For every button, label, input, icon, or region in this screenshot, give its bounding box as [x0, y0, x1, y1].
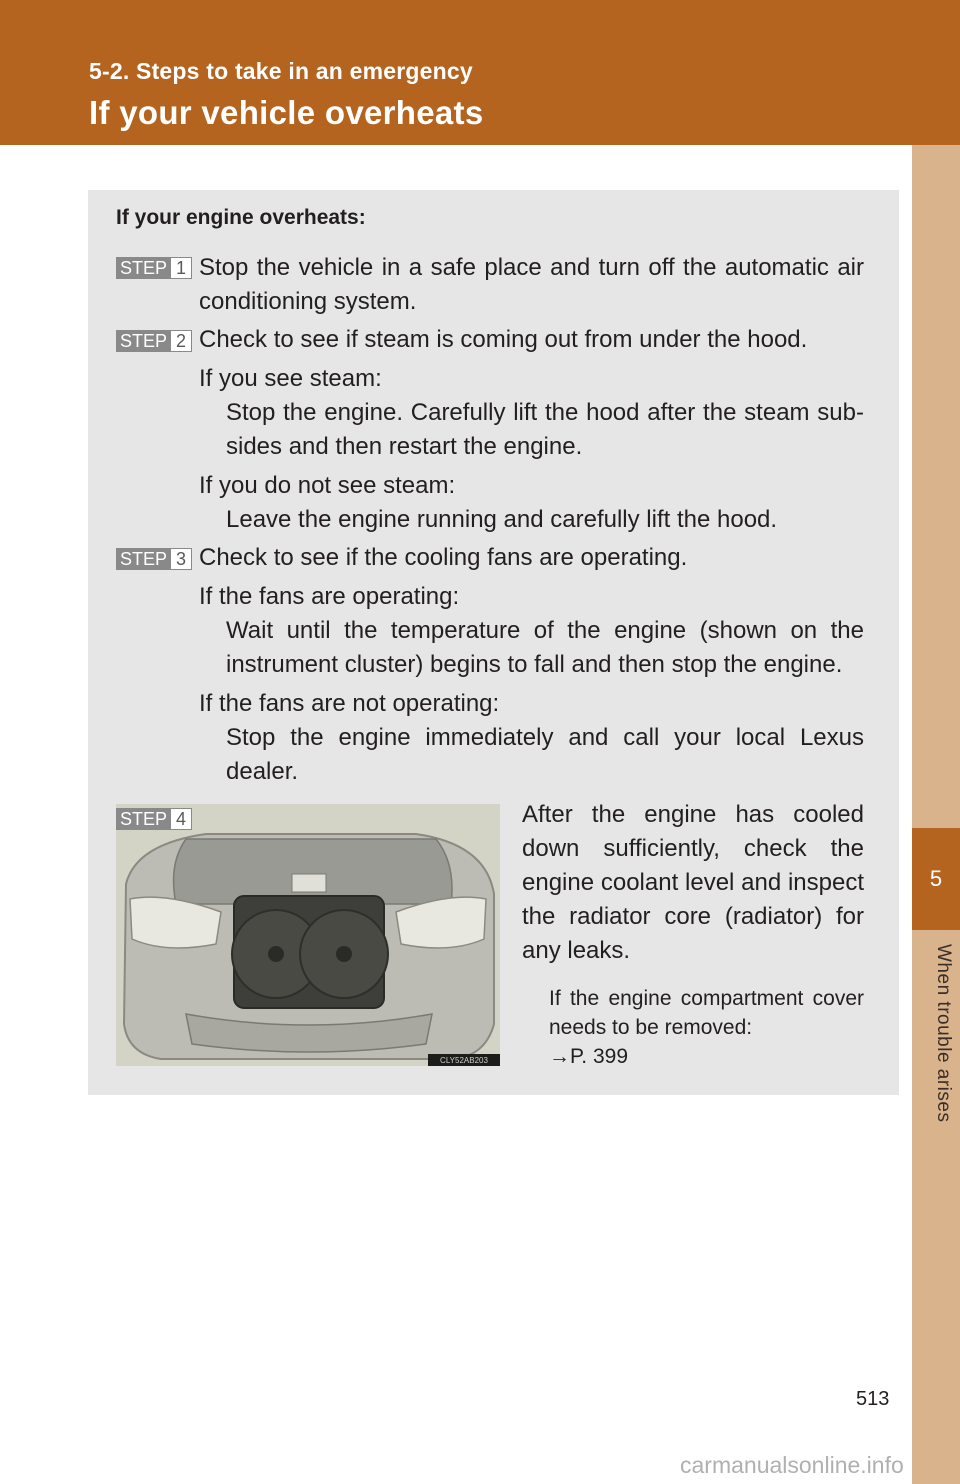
step-2-text: Check to see if steam is coming out from under the hood. [199, 326, 808, 353]
page-reference-text: P. 399 [570, 1045, 629, 1068]
page-reference-link[interactable] [549, 1045, 628, 1068]
image-code-label: CLY52AB203 [440, 1056, 488, 1065]
step-badge-number: 2 [170, 330, 192, 352]
step-badge-4 [116, 808, 192, 830]
page-number: 513 [856, 1388, 890, 1410]
step-badge-3 [116, 548, 192, 570]
step-3-case-1-action: Wait until the temperature of the engine (shown on the instrument cluster) begins to fall and then stop the engine. [226, 617, 864, 678]
step-badge-number: 1 [170, 257, 192, 279]
step-2-case-2-condition: If you do not see steam: [199, 472, 456, 499]
step-3-case-2-action: Stop the engine immediately and call your local Lexus dealer. [226, 724, 864, 785]
step-4-note-text: If the engine compartment cover needs to be removed: [549, 987, 864, 1039]
step-2-case-1-action: Stop the engine. Carefully lift the hood after the steam sub-sides and then restart the engine. [226, 399, 864, 460]
page-header [0, 0, 960, 145]
step-2-case-1-condition: If you see steam: [199, 365, 382, 392]
step-badge-label: STEP [116, 257, 170, 279]
section-label: 5-2. Steps to take in an emergency [89, 58, 473, 84]
step-badge-label: STEP [116, 330, 170, 352]
chapter-side-tab [912, 145, 960, 1484]
watermark: carmanualsonline.info [680, 1452, 904, 1478]
page-title: If your vehicle overheats [89, 94, 484, 131]
intro-heading: If your engine overheats: [116, 206, 366, 229]
step-4-text: After the engine has cooled down sufficiently, check the engine coolant level and inspect the radiator core (radiator) for any leaks. [522, 801, 864, 964]
step-3-text: Check to see if the cooling fans are operating. [199, 544, 688, 571]
step-badge-1 [116, 257, 192, 279]
arrow-right-icon: → [549, 1045, 570, 1068]
chapter-title: When trouble arises [933, 944, 954, 1123]
step-1-text: Stop the vehicle in a safe place and turn off the automatic air conditioning system. [199, 254, 864, 315]
step-badge-label: STEP [116, 548, 170, 570]
step-2-case-2-action: Leave the engine running and carefully lift the hood. [226, 506, 778, 533]
engine-compartment-illustration [116, 804, 500, 1066]
step-badge-2 [116, 330, 192, 352]
step-badge-number: 4 [170, 808, 192, 830]
step-3-case-2-condition: If the fans are not operating: [199, 690, 500, 717]
step-badge-number: 3 [170, 548, 192, 570]
chapter-number-tab[interactable]: 5 [912, 828, 960, 930]
engine-bay-drawing [116, 804, 500, 1066]
step-4-note [549, 984, 864, 1071]
step-badge-label: STEP [116, 808, 170, 830]
step-3-case-1-condition: If the fans are operating: [199, 583, 460, 610]
